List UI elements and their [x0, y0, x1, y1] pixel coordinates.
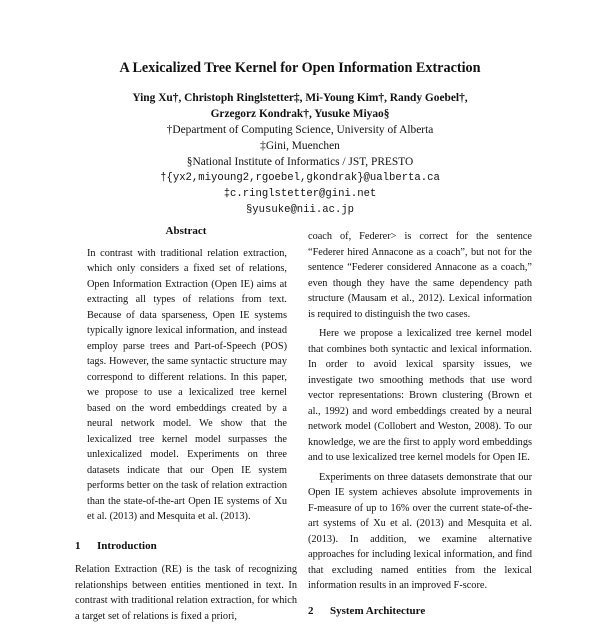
- email-3: §yusuke@nii.ac.jp: [245, 204, 355, 216]
- email-2: ‡c.ringlstetter@gini.net: [223, 188, 377, 200]
- authors-line-2: Grzegorz Kondrak†, Yusuke Miyao§: [210, 108, 390, 120]
- section-2-heading: [308, 604, 532, 620]
- right-paragraph-3: Experiments on three datasets demonstrate that our Open IE system achieves absolute improvements in F-measure of up to 16% over the current state-of-the-art systems of Xu et al. (2013) and Mesquita et al. (2013). In addition, we examine alternative approaches for including lexical information, and find that excluding named entities from the lexical information results in an improved F-score.: [308, 471, 532, 591]
- author-block: [0, 90, 600, 218]
- section-2-title: System Architecture: [330, 604, 426, 617]
- intro-paragraph-1: Relation Extraction (RE) is the task of recognizing relationships between entities mentioned in text. In contrast with traditional relation extraction, for which a target set of relations is fixed a priori,: [75, 564, 297, 622]
- affiliation-3: §National Institute of Informatics / JST, PRESTO: [186, 156, 414, 168]
- section-1-heading: [75, 539, 297, 555]
- right-paragraph-2: Here we propose a lexicalized tree kernel model that combines both syntactic and lexical information. In order to avoid lexical sparsity issues, we investigate two smoothing methods that use word vector representations: Brown clustering (Brown et al., 1992) and word embeddings created by a neural network model (Collobert and Weston, 2008). To our knowledge, we are the first to apply word embeddings and to use lexicalized tree kernel models for Open IE.: [308, 328, 532, 463]
- affiliation-2: ‡Gini, Muenchen: [260, 140, 340, 152]
- paper-title: A Lexicalized Tree Kernel for Open Information Extraction: [119, 60, 481, 76]
- section-1-number: 1: [75, 539, 81, 552]
- section-2-number: 2: [308, 604, 314, 617]
- email-1: †{yx2,miyoung2,rgoebel,gkondrak}@ualberta.ca: [160, 172, 440, 184]
- affiliation-1: †Department of Computing Science, University of Alberta: [166, 124, 434, 136]
- right-paragraph-1: coach of, Federer> is correct for the sentence “Federer hired Annacone as a coach”, but not for the sentence “Federer considered Annacone as a coach,” even though they have the same dependency path structure (Mausam et al., 2012). Lexical information is required to distinguish the two cases.: [308, 231, 532, 320]
- authors-line-1: Ying Xu†, Christoph Ringlstetter‡, Mi-Young Kim†, Randy Goebel†,: [132, 92, 468, 104]
- section-1-title: Introduction: [97, 539, 157, 552]
- abstract-text: In contrast with traditional relation extraction, which only considers a fixed set of relations, Open Information Extraction (Open IE) aims at extracting all types of relations from text. Because of data sparseness, Open IE systems typically ignore lexical information, and instead employ parse trees and Part-of-Speech (POS) tags. However, the same syntactic structure may correspond to different relations. In this paper, we propose to use a lexicalized tree kernel based on the word embeddings created by a neural network model. We show that the lexicalized tree kernel model surpasses the unlexicalized model. Experiments on three datasets indicate that our Open IE system performs better on the task of relation extraction than the state-of-the-art Open IE systems of Xu et al. (2013) and Mesquita et al. (2013).: [87, 247, 287, 522]
- left-column: [75, 224, 297, 624]
- right-column: [308, 229, 532, 627]
- abstract-heading: Abstract: [165, 225, 207, 237]
